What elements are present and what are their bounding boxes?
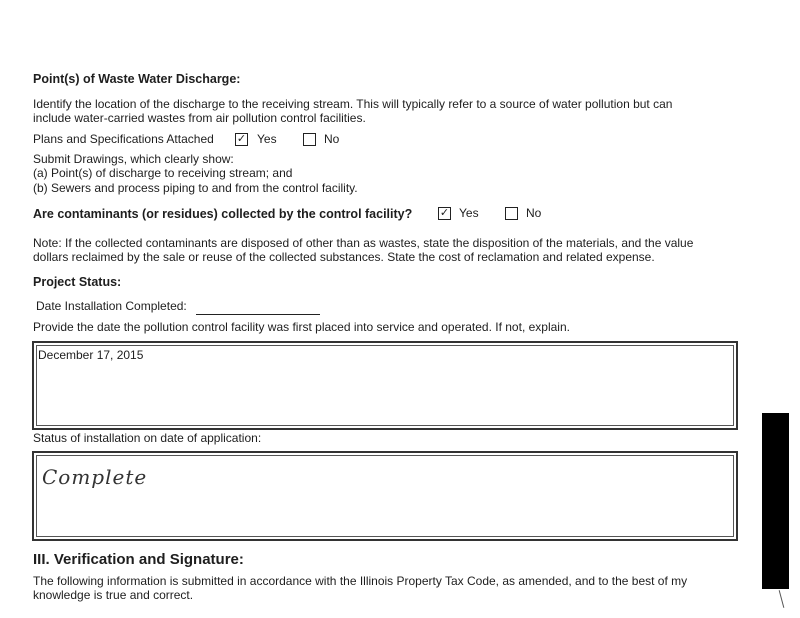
waste-water-desc-line1: Identify the location of the discharge to the receiving stream. This will typically refer to a source of water pollution but can bbox=[33, 97, 673, 111]
submit-line3: (b) Sewers and process piping to and from the control facility. bbox=[33, 181, 358, 195]
contaminants-no-checkbox[interactable] bbox=[505, 207, 518, 220]
plans-no-label: No bbox=[324, 132, 340, 146]
contaminants-yes-checkbox[interactable] bbox=[438, 207, 451, 220]
plans-no-checkbox[interactable] bbox=[303, 133, 316, 146]
contaminants-note-line1: Note: If the collected contaminants are disposed of other than as wastes, state the disposition of the materials, and the value bbox=[33, 236, 694, 250]
submit-line2: (a) Point(s) of discharge to receiving stream; and bbox=[33, 166, 293, 180]
contaminants-note-line2: dollars reclaimed by the sale or reuse of the collected substances. State the cost of reclamation and related expense. bbox=[33, 250, 655, 264]
submit-line1: Submit Drawings, which clearly show: bbox=[33, 152, 234, 166]
project-status-heading: Project Status: bbox=[33, 275, 122, 289]
plans-yes-label: Yes bbox=[257, 132, 277, 146]
verification-heading: III. Verification and Signature: bbox=[33, 551, 244, 568]
date-installation-underline bbox=[196, 314, 320, 315]
status-value-box[interactable] bbox=[32, 451, 738, 541]
check-icon: ✓ bbox=[439, 207, 450, 219]
date-value: December 17, 2015 bbox=[38, 348, 144, 362]
date-installation-label: Date Installation Completed: bbox=[36, 299, 187, 313]
contaminants-question: Are contaminants (or residues) collected by the control facility? bbox=[33, 207, 413, 221]
status-label: Status of installation on date of application: bbox=[33, 431, 262, 445]
waste-water-heading: Point(s) of Waste Water Discharge: bbox=[33, 72, 241, 86]
contaminants-no-label: No bbox=[526, 206, 542, 220]
waste-water-desc-line2: include water-carried wastes from air pollution control facilities. bbox=[33, 111, 366, 125]
page-edge-marker bbox=[762, 413, 789, 589]
contaminants-yes-label: Yes bbox=[459, 206, 479, 220]
plans-label: Plans and Specifications Attached bbox=[33, 132, 214, 146]
check-icon: ✓ bbox=[236, 133, 247, 145]
verification-text-line2: knowledge is true and correct. bbox=[33, 588, 194, 602]
date-value-box[interactable] bbox=[32, 341, 738, 430]
status-handwriting: Complete bbox=[42, 465, 148, 489]
plans-yes-checkbox[interactable] bbox=[235, 133, 248, 146]
verification-text-line1: The following information is submitted in accordance with the Illinois Property Tax Code, as amended, and to the best of my bbox=[33, 574, 688, 588]
edge-scratch bbox=[779, 590, 785, 608]
provide-date-text: Provide the date the pollution control facility was first placed into service and operated. If not, explain. bbox=[33, 320, 570, 334]
